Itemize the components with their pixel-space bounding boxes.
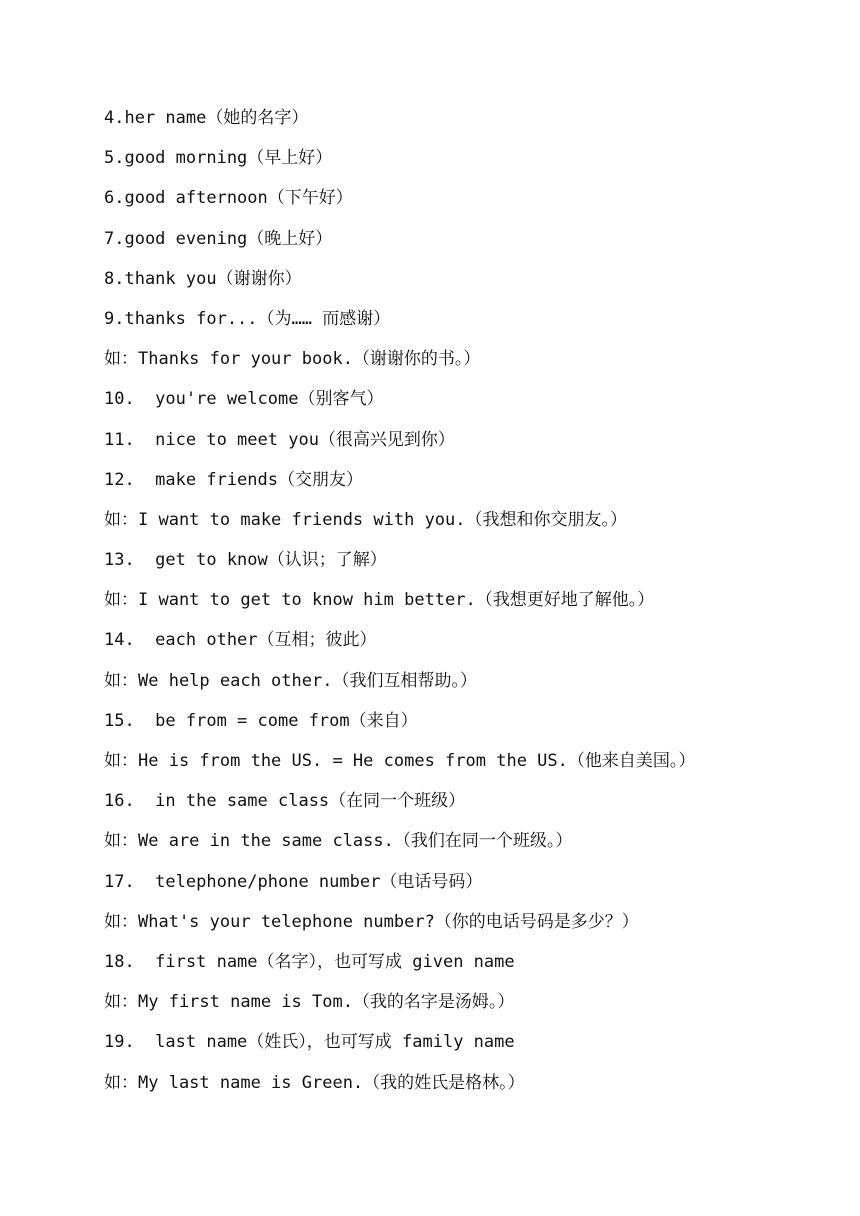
text-line: 9.thanks for...（为…… 而感谢）: [104, 308, 391, 329]
text-line: 13. get to know（认识；了解）: [104, 550, 387, 571]
example-line: 如：We are in the same class.（我们在同一个班级。）: [104, 831, 573, 852]
text-line: 4.her name（她的名字）: [104, 108, 309, 128]
text-line: 11. nice to meet you（很高兴见到你）: [104, 429, 455, 450]
text-line: 10. you're welcome（别客气）: [104, 389, 384, 410]
example-line: 如：I want to make friends with you.（我想和你交朋友。）: [104, 509, 628, 530]
example-line: 如：He is from the US. = He comes from the US.（他来自美国。）: [104, 751, 696, 771]
text-line: 8.thank you（谢谢你）: [104, 268, 302, 289]
text-line: 16. in the same class（在同一个班级）: [104, 791, 466, 812]
text-line: 7.good evening（晚上好）: [104, 228, 333, 249]
text-line: 19. last name（姓氏），也可写成 family name: [104, 1032, 515, 1053]
text-line: 15. be from = come from（来自）: [104, 710, 418, 731]
text-line: 5.good morning（早上好）: [104, 148, 333, 169]
text-line: 12. make friends（交朋友）: [104, 469, 363, 490]
text-line: 18. first name（名字），也可写成 given name: [104, 951, 515, 972]
example-line: 如：Thanks for your book.（谢谢你的书。）: [104, 349, 481, 370]
example-line: 如：I want to get to know him better.（我想更好地了解他。）: [104, 590, 655, 611]
text-line: 6.good afternoon（下午好）: [104, 188, 353, 209]
example-line: 如：We help each other.（我们互相帮助。）: [104, 670, 477, 691]
example-line: 如：What's your telephone number?（你的电话号码是多少？）: [104, 911, 639, 932]
example-line: 如：My first name is Tom.（我的名字是汤姆。）: [104, 992, 515, 1013]
text-line: 17. telephone/phone number（电话号码）: [104, 871, 483, 892]
text-line: 14. each other（互相；彼此）: [104, 630, 377, 651]
example-line: 如：My last name is Green.（我的姓氏是格林。）: [104, 1072, 525, 1093]
vocabulary-list: [104, 105, 824, 1110]
